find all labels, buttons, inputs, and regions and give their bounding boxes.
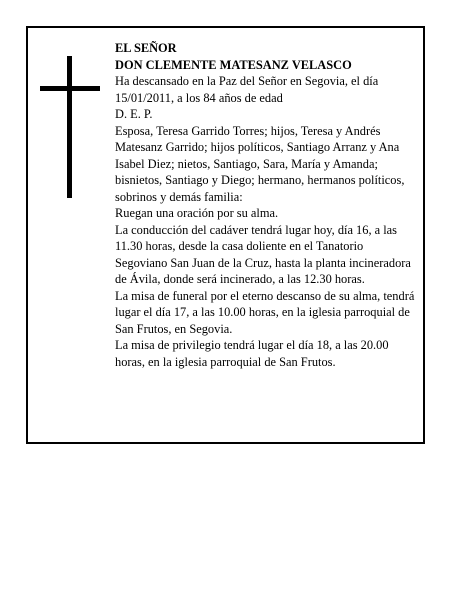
cross-icon xyxy=(40,56,100,198)
cross-vertical-bar xyxy=(67,56,72,198)
funeral-procession: La conducción del cadáver tendrá lugar hoy, día 16, a las 11.30 horas, desde la casa doliente en el Tanatorio Segoviano San Juan de la Cruz, hasta la planta incineradora de Ávila, donde será incinerado, a las 12.30 horas. xyxy=(115,222,411,286)
obituary-notice xyxy=(26,26,425,444)
prayer-request: Ruegan una oración por su alma. xyxy=(115,206,279,220)
death-announcement: Ha descansado en la Paz del Señor en Segovia, el día 15/01/2011, a los 84 años de edad xyxy=(115,74,379,105)
funeral-mass: La misa de funeral por el eterno descanso de su alma, tendrá lugar el día 17, a las 10.00 horas, en la iglesia parroquial de San Frutos, en Segovia. xyxy=(115,288,415,336)
notice-text xyxy=(115,40,415,370)
notice-title: EL SEÑOR xyxy=(115,41,177,55)
rip-line: D. E. P. xyxy=(115,107,153,121)
family-list: Esposa, Teresa Garrido Torres; hijos, Teresa y Andrés Matesanz Garrido; hijos políticos, Santiago Arranz y Ana Isabel Diez; nietos, Santiago, Sara, María y Amanda; bisnietos, Santiago y Diego; hermano, hermanos políticos, sobrinos y demás familia: xyxy=(115,123,405,204)
cross-horizontal-bar xyxy=(40,86,100,91)
privilege-mass: La misa de privilegio tendrá lugar el día 18, a las 20.00 horas, en la iglesia parroquial de San Frutos. xyxy=(115,338,389,369)
deceased-name: DON CLEMENTE MATESANZ VELASCO xyxy=(115,57,352,72)
